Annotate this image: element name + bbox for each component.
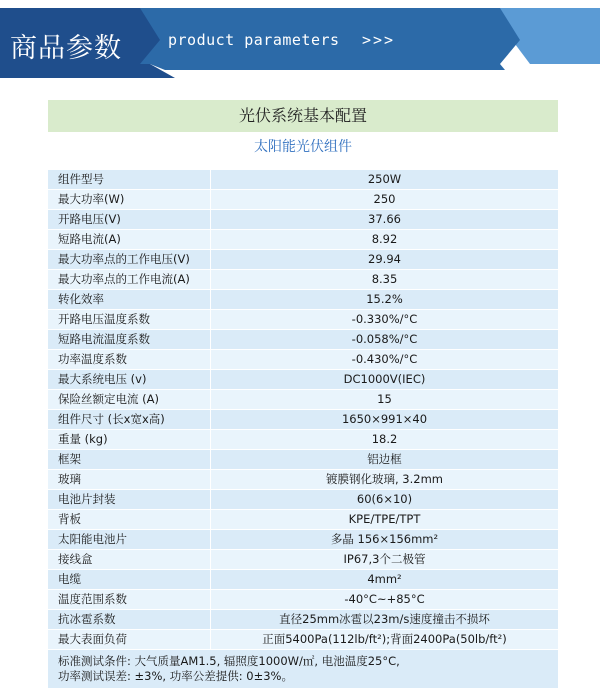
row-label: 组件尺寸 (长x宽x高) bbox=[48, 410, 211, 430]
row-label: 功率温度系数 bbox=[48, 350, 211, 370]
row-label: 最大系统电压 (v) bbox=[48, 370, 211, 390]
note-line-1: 标准测试条件: 大气质量AM1.5, 辐照度1000W/㎡, 电池温度25°C, bbox=[58, 654, 400, 668]
row-label: 组件型号 bbox=[48, 170, 211, 190]
table-row bbox=[48, 510, 558, 530]
row-value: -0.430%/°C bbox=[211, 350, 559, 370]
table-row bbox=[48, 370, 558, 390]
table-row bbox=[48, 550, 558, 570]
row-label: 短路电流(A) bbox=[48, 230, 211, 250]
row-value: 8.92 bbox=[211, 230, 559, 250]
row-label: 电缆 bbox=[48, 570, 211, 590]
row-label: 最大表面负荷 bbox=[48, 630, 211, 650]
row-value: 250W bbox=[211, 170, 559, 190]
table-row bbox=[48, 270, 558, 290]
table-row bbox=[48, 430, 558, 450]
row-label: 背板 bbox=[48, 510, 211, 530]
row-value: 镀膜钢化玻璃, 3.2mm bbox=[211, 470, 559, 490]
row-label: 保险丝额定电流 (A) bbox=[48, 390, 211, 410]
row-value: 铝边框 bbox=[211, 450, 559, 470]
row-value: 15 bbox=[211, 390, 559, 410]
row-label: 抗冰雹系数 bbox=[48, 610, 211, 630]
section-subtitle: 太阳能光伏组件 bbox=[48, 133, 558, 161]
table-row bbox=[48, 390, 558, 410]
table-row bbox=[48, 470, 558, 490]
table-row bbox=[48, 310, 558, 330]
row-label: 最大功率点的工作电压(V) bbox=[48, 250, 211, 270]
row-value: DC1000V(IEC) bbox=[211, 370, 559, 390]
table-row bbox=[48, 610, 558, 630]
banner-title-en: product parameters bbox=[168, 31, 340, 49]
row-value: 1650×991×40 bbox=[211, 410, 559, 430]
table-row bbox=[48, 450, 558, 470]
row-value: 18.2 bbox=[211, 430, 559, 450]
banner-title-cn: 商品参数 bbox=[10, 33, 122, 64]
row-value: KPE/TPE/TPT bbox=[211, 510, 559, 530]
row-label: 温度范围系数 bbox=[48, 590, 211, 610]
row-value: 8.35 bbox=[211, 270, 559, 290]
row-value: 4mm² bbox=[211, 570, 559, 590]
row-value: IP67,3个二极管 bbox=[211, 550, 559, 570]
header-banner bbox=[0, 0, 600, 78]
row-value: -0.058%/°C bbox=[211, 330, 559, 350]
row-value: -40°C~+85°C bbox=[211, 590, 559, 610]
table-row bbox=[48, 330, 558, 350]
table-row bbox=[48, 190, 558, 210]
row-value: 60(6×10) bbox=[211, 490, 559, 510]
note-line-2: 功率测试误差: ±3%, 功率公差提供: 0±3%。 bbox=[58, 669, 293, 683]
row-label: 接线盒 bbox=[48, 550, 211, 570]
row-label: 最大功率(W) bbox=[48, 190, 211, 210]
table-row bbox=[48, 410, 558, 430]
table-row bbox=[48, 170, 558, 190]
row-label: 玻璃 bbox=[48, 470, 211, 490]
table-row bbox=[48, 250, 558, 270]
table-row bbox=[48, 630, 558, 650]
row-value: 多晶 156×156mm² bbox=[211, 530, 559, 550]
row-value: 15.2% bbox=[211, 290, 559, 310]
row-label: 短路电流温度系数 bbox=[48, 330, 211, 350]
table-row bbox=[48, 530, 558, 550]
spec-panel bbox=[48, 100, 558, 688]
spec-table bbox=[48, 170, 558, 650]
table-row bbox=[48, 290, 558, 310]
row-label: 重量 (kg) bbox=[48, 430, 211, 450]
table-row bbox=[48, 590, 558, 610]
row-value: -0.330%/°C bbox=[211, 310, 559, 330]
test-conditions-note bbox=[48, 650, 558, 688]
row-value: 直径25mm冰雹以23m/s速度撞击不损坏 bbox=[211, 610, 559, 630]
table-row bbox=[48, 210, 558, 230]
table-row bbox=[48, 570, 558, 590]
row-label: 转化效率 bbox=[48, 290, 211, 310]
row-value: 正面5400Pa(112lb/ft²);背面2400Pa(50lb/ft²) bbox=[211, 630, 559, 650]
table-row bbox=[48, 230, 558, 250]
row-label: 太阳能电池片 bbox=[48, 530, 211, 550]
row-value: 37.66 bbox=[211, 210, 559, 230]
table-row bbox=[48, 490, 558, 510]
row-label: 框架 bbox=[48, 450, 211, 470]
chevron-right-icon: >>> bbox=[362, 31, 396, 49]
table-row bbox=[48, 350, 558, 370]
row-label: 开路电压(V) bbox=[48, 210, 211, 230]
section-title: 光伏系统基本配置 bbox=[48, 100, 558, 133]
row-value: 29.94 bbox=[211, 250, 559, 270]
row-label: 开路电压温度系数 bbox=[48, 310, 211, 330]
row-value: 250 bbox=[211, 190, 559, 210]
row-label: 电池片封装 bbox=[48, 490, 211, 510]
row-label: 最大功率点的工作电流(A) bbox=[48, 270, 211, 290]
